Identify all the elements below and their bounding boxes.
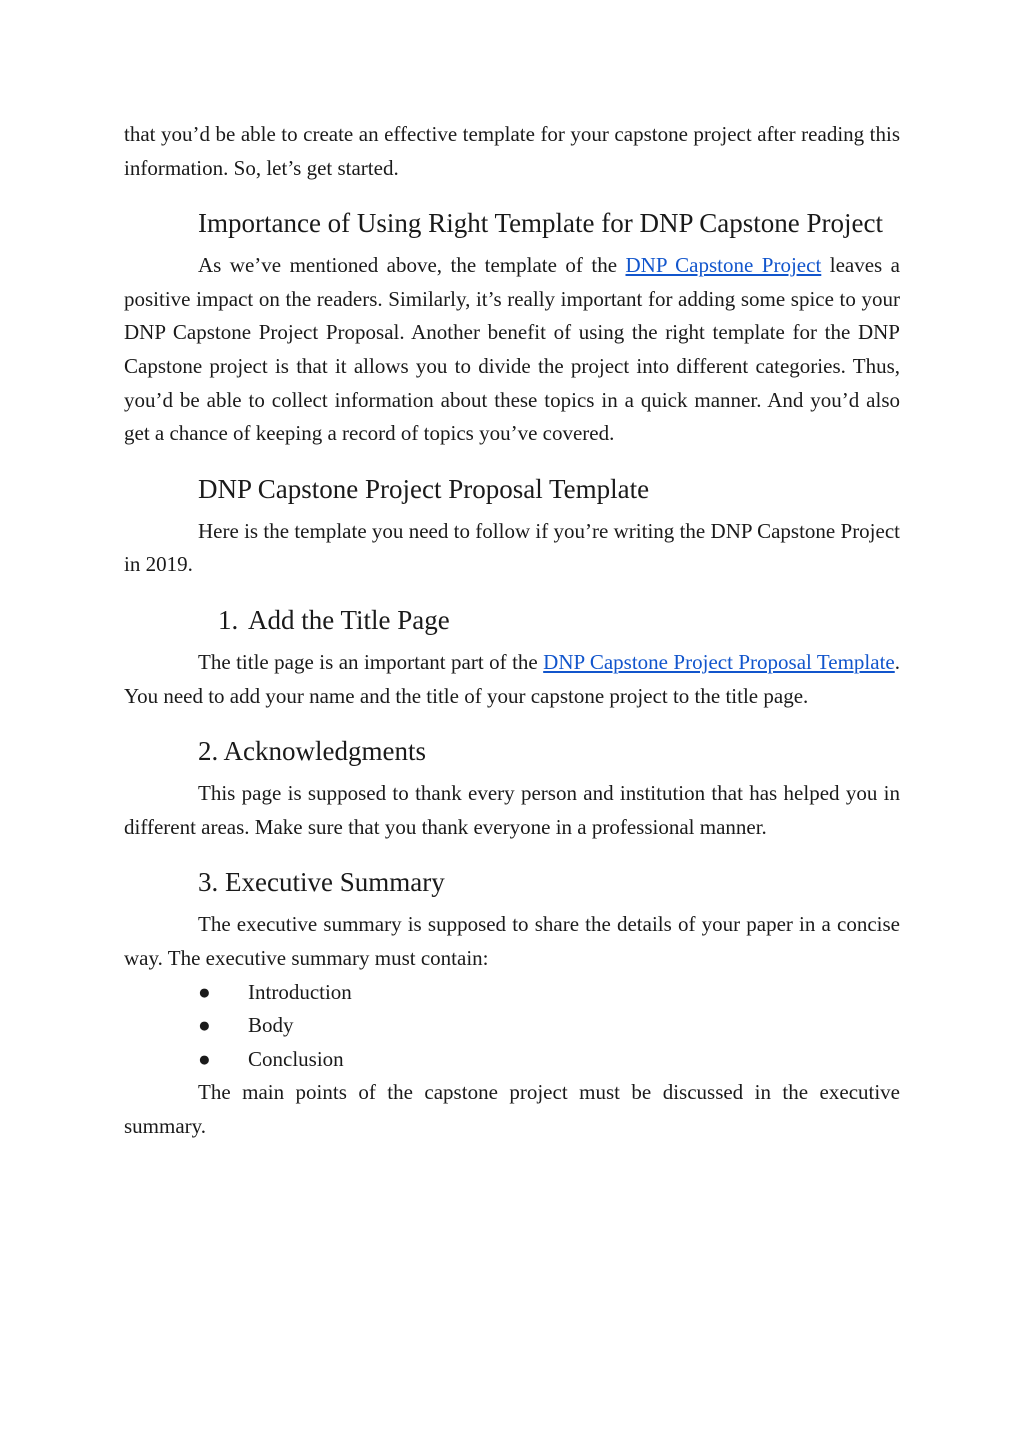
dnp-capstone-project-link[interactable]: DNP Capstone Project — [625, 253, 822, 278]
list-item-text: Conclusion — [248, 1046, 344, 1071]
heading-acknowledgments: 2. Acknowledgments — [198, 736, 426, 767]
proposal-template-link[interactable]: DNP Capstone Project Proposal Template — [543, 649, 895, 674]
heading-title-page-number: 1. — [218, 604, 239, 635]
executive-summary-paragraph: The executive summary is supposed to share the details of your paper in a concise way. The executive summary must contain: — [124, 912, 900, 970]
heading-importance: Importance of Using Right Template for DNP Capstone Project — [198, 208, 883, 239]
bullet-icon: ● — [198, 979, 211, 1004]
heading-title-page — [124, 600, 900, 640]
bullet-icon: ● — [198, 1013, 211, 1038]
title-page-paragraph — [124, 646, 900, 713]
importance-text-after: leaves a positive impact on the readers. Similarly, it’s really important for adding some spice to your DNP Capstone Project Proposal. Another benefit of using the right template for the DNP Capstone project is that it allows you to divide the project into different categories. Thus, you’d be able to collect information about these topics in a quick manner. And you’d also get a chance of keeping a record of topics you’ve covered. — [124, 253, 900, 446]
document-page — [124, 118, 900, 1143]
acknowledgments-paragraph: This page is supposed to thank every person and institution that has helped you in different areas. Make sure that you thank everyone in a professional manner. — [124, 781, 900, 839]
title-page-text-after: . You need to add your name and the title of your capstone project to the title page. — [124, 649, 900, 708]
importance-text-before: As we’ve mentioned above, the template of the — [198, 253, 626, 278]
heading-executive-summary: 3. Executive Summary — [198, 867, 445, 898]
heading-title-page-text: Add the Title Page — [248, 604, 450, 635]
executive-summary-closing: The main points of the capstone project must be discussed in the executive summary. — [124, 1080, 900, 1138]
importance-paragraph — [124, 249, 900, 451]
bullet-icon: ● — [198, 1046, 211, 1071]
list-item — [124, 1043, 900, 1077]
executive-summary-list — [124, 976, 900, 1077]
proposal-template-paragraph: Here is the template you need to follow if you’re writing the DNP Capstone Project in 2019. — [124, 518, 900, 577]
list-item-text: Introduction — [248, 979, 352, 1004]
list-item-text: Body — [248, 1013, 294, 1038]
title-page-text-before: The title page is an important part of the — [198, 649, 544, 674]
intro-paragraph: that you’d be able to create an effective template for your capstone project after reading this information. So, let’s get started. — [124, 122, 900, 180]
list-item — [124, 1009, 900, 1043]
heading-proposal-template: DNP Capstone Project Proposal Template — [198, 473, 650, 504]
list-item — [124, 976, 900, 1010]
